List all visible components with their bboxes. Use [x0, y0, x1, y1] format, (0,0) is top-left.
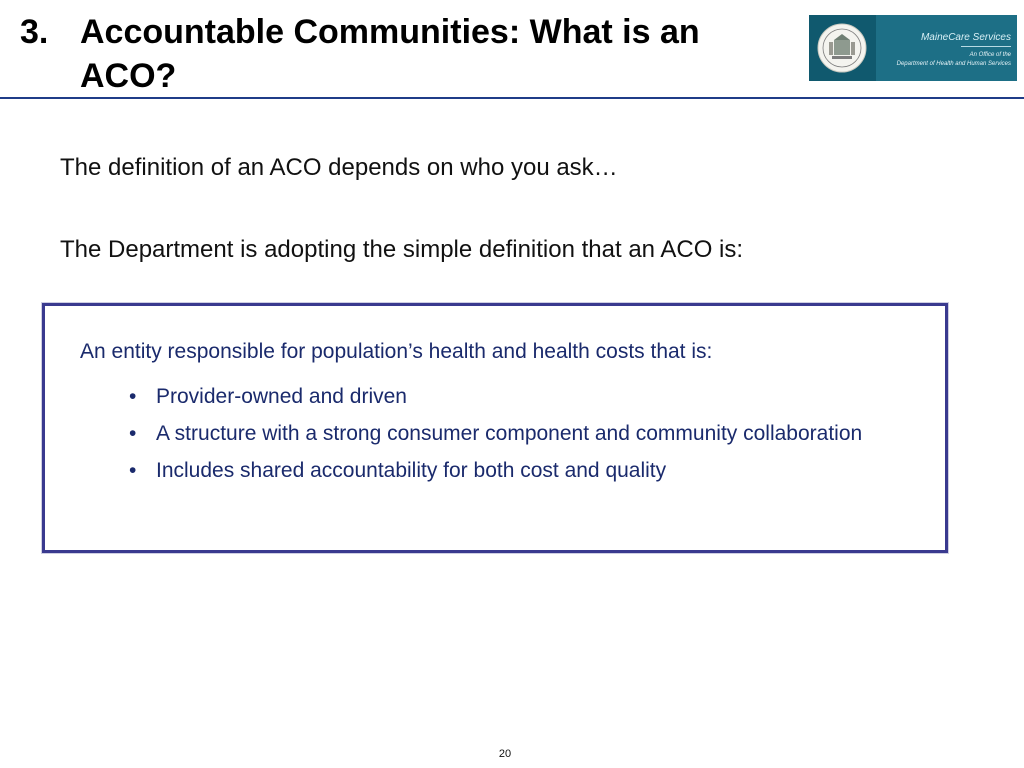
definition-bullet-list	[129, 382, 869, 493]
bullet-item	[129, 382, 869, 412]
bullet-icon: •	[129, 459, 137, 482]
bullet-text: Provider-owned and driven	[156, 385, 407, 408]
section-number: 3.	[20, 13, 49, 51]
bullet-icon: •	[129, 422, 137, 445]
bullet-item	[129, 456, 869, 486]
bullet-text: Includes shared accountability for both cost and quality	[156, 459, 667, 482]
state-seal-icon	[817, 23, 867, 73]
bullet-item	[129, 419, 869, 449]
seal-panel	[809, 15, 876, 81]
aco-definition-box	[42, 303, 948, 553]
logo-subtitle-2: Department of Health and Human Services	[896, 61, 1011, 67]
logo-subtitle-1: An Office of the	[969, 52, 1011, 58]
bullet-text: A structure with a strong consumer component and community collaboration	[156, 422, 863, 445]
definition-statement: The definition of an ACO depends on who you ask…	[60, 154, 618, 181]
mainecare-logo	[809, 15, 1017, 81]
definition-intro: An entity responsible for population’s health and health costs that is:	[80, 340, 713, 363]
page-number: 20	[498, 748, 512, 760]
department-statement: The Department is adopting the simple definition that an ACO is:	[60, 236, 744, 263]
logo-name: MaineCare Services	[920, 32, 1011, 43]
logo-divider	[961, 46, 1011, 47]
header-divider	[0, 97, 1024, 99]
bullet-icon: •	[129, 385, 137, 408]
slide-title: Accountable Communities: What is an ACO?	[80, 13, 700, 95]
